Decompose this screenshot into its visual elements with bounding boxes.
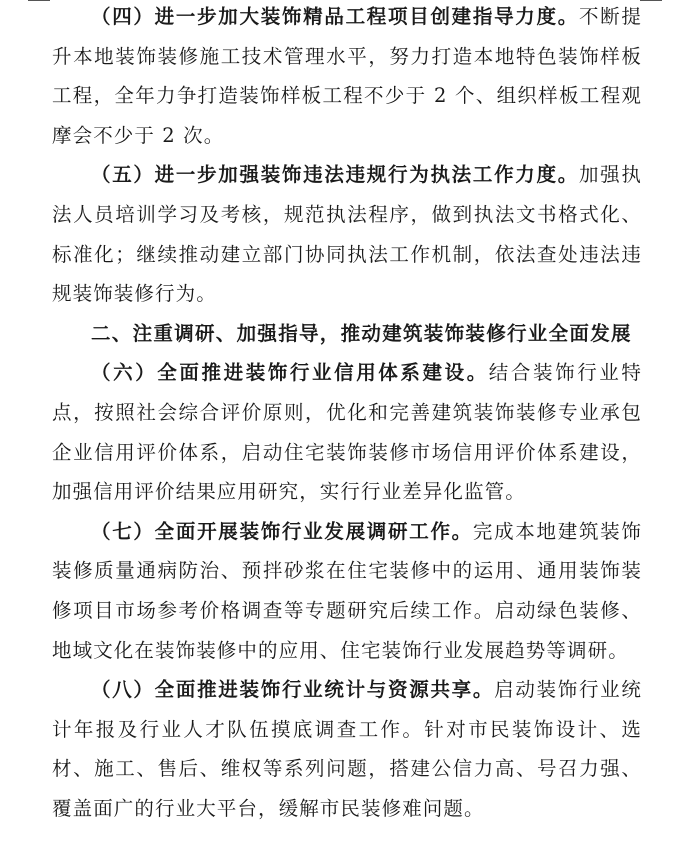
paragraph-5 <box>52 155 642 313</box>
section-title: 二、注重调研、加强指导，推动建筑装饰装修行业全面发展 <box>91 321 632 345</box>
paragraph-8-heading: （八）全面推进装饰行业统计与资源共享。 <box>91 678 495 702</box>
paragraph-8 <box>52 670 642 828</box>
paragraph-7 <box>52 512 642 670</box>
paragraph-4-heading: （四）进一步加大装饰精品工程项目创建指导力度。 <box>91 5 579 28</box>
paragraph-8-text: 启动装饰行业统计年报及行业人才队伍摸底调查工作。针对市民装饰设计、选材、施工、售后、维权等系列问题，搭建公信力高、号召力强、覆盖面广的行业大平台，缓解市民装修难问题。 <box>52 678 643 820</box>
paragraph-4 <box>52 0 642 155</box>
paragraph-5-text: 加强执法人员培训学习及考核，规范执法程序，做到执法文书格式化、标准化；继续推动建立部门协同执法工作机制，依法查处违法违规装饰装修行为。 <box>52 163 642 306</box>
paragraph-5-heading: （五）进一步加强装饰违法违规行为执法工作力度。 <box>91 163 579 187</box>
top-rule-right <box>640 0 662 1</box>
document-body <box>52 0 642 828</box>
paragraph-7-text: 完成本地建筑装饰装修质量通病防治、预拌砂浆在住宅装修中的运用、通用装饰装修项目市场参考价格调查等专题研究后续工作。启动绿色装修、地域文化在装饰装修中的应用、住宅装饰行业发展趋势等调研。 <box>52 519 642 662</box>
paragraph-6-heading: （六）全面推进装饰行业信用体系建设。 <box>91 361 489 385</box>
paragraph-6-text: 结合装饰行业特点，按照社会综合评价原则，优化和完善建筑装饰装修专业承包企业信用评价体系，启动住宅装饰装修市场信用评价体系建设，加强信用评价结果应用研究，实行行业差异化监管。 <box>52 361 642 504</box>
paragraph-7-heading: （七）全面开展装饰行业发展调研工作。 <box>91 519 473 543</box>
paragraph-4-text: 不断提升本地装饰装修施工技术管理水平，努力打造本地特色装饰样板工程，全年力争打造装饰样板工程不少于 2 个、组织样板工程观摩会不少于 2 次。 <box>52 5 642 147</box>
top-rule-left <box>28 0 50 1</box>
paragraph-6 <box>52 353 642 511</box>
